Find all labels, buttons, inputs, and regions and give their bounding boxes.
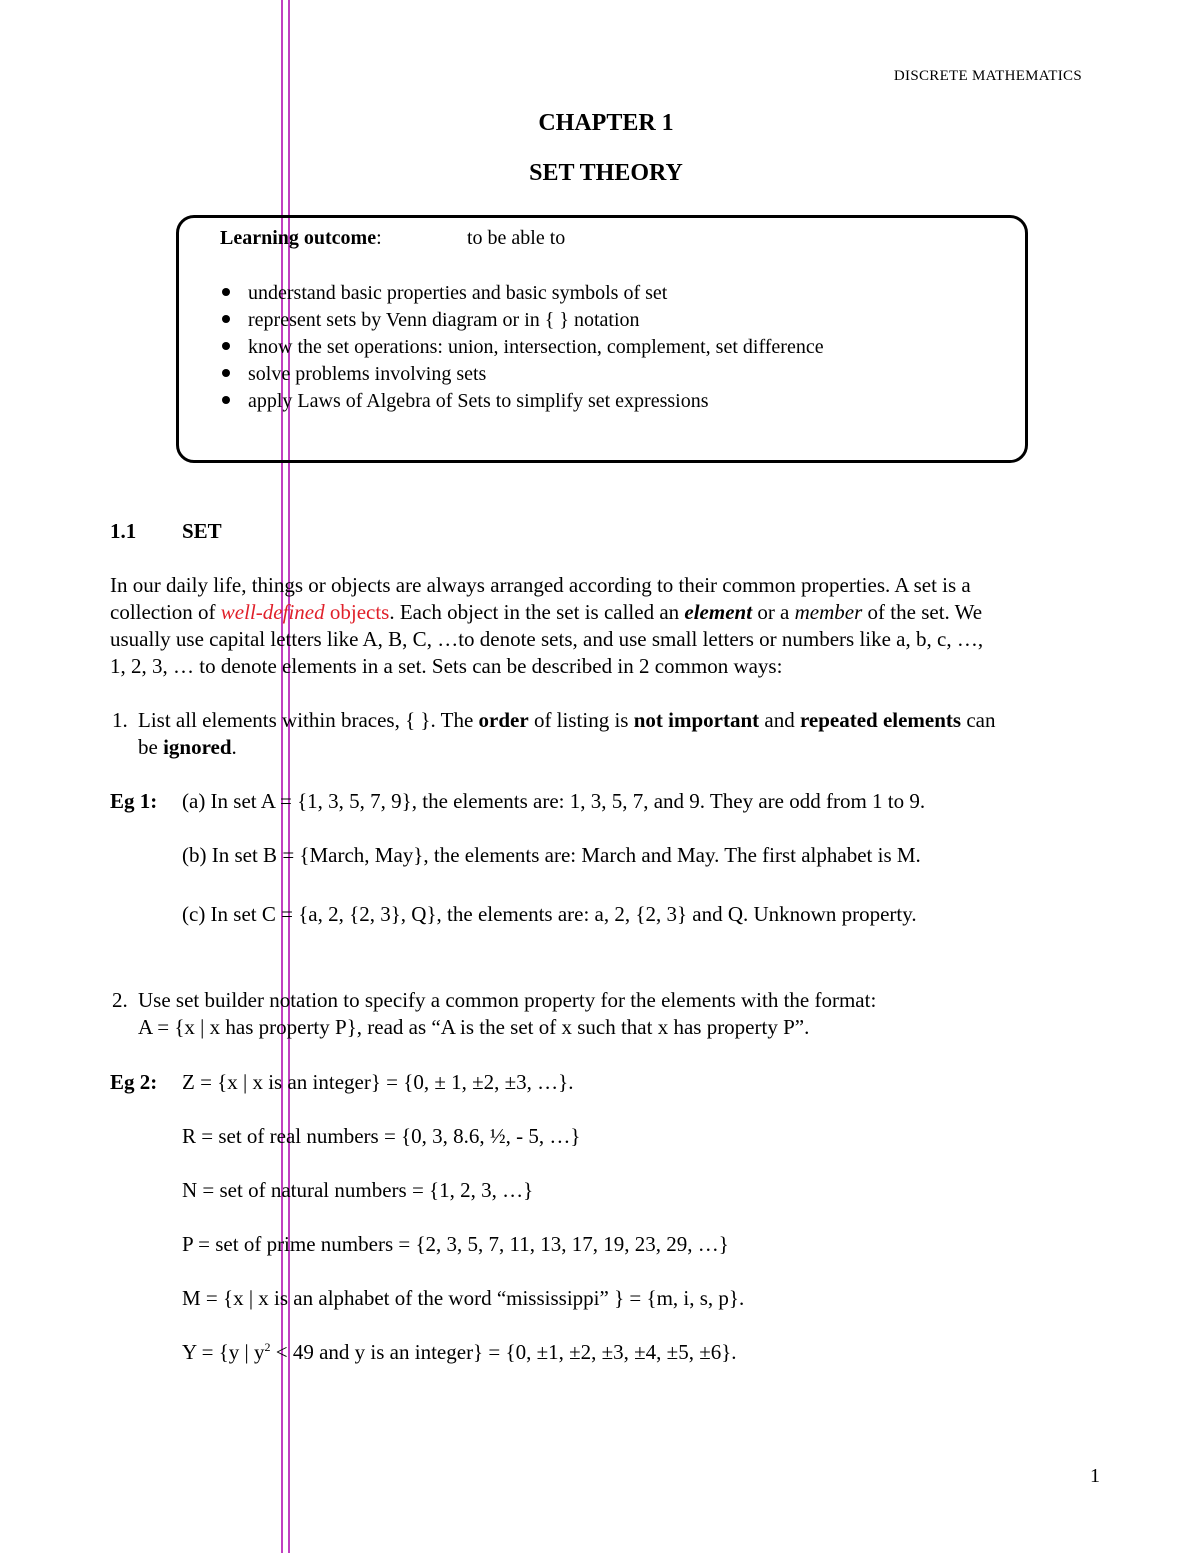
eg2-line: P = set of prime numbers = {2, 3, 5, 7, 11, 13, 17, 19, 23, 29, …}	[182, 1232, 729, 1256]
section-number: 1.1	[110, 519, 137, 543]
bullet-item: apply Laws of Algebra of Sets to simplify set expressions	[222, 388, 709, 415]
eg1-b: (b) In set B = {March, May}, the elements are: March and May. The first alphabet is M.	[182, 843, 921, 867]
learning-outcome-text: to be able to	[467, 227, 566, 249]
bullet-item: know the set operations: union, intersection, complement, set difference	[222, 334, 824, 361]
bullet-item: solve problems involving sets	[222, 361, 486, 388]
eg1-label: Eg 1:	[110, 789, 158, 813]
page-number: 1	[1090, 1465, 1100, 1487]
intro-line-4: 1, 2, 3, … to denote elements in a set. Sets can be described in 2 common ways:	[110, 654, 783, 678]
bullet-icon	[222, 315, 230, 323]
bullet-icon	[222, 369, 230, 377]
item-2-line-2: A = {x | x has property P}, read as “A is the set of x such that x has property P”.	[138, 1015, 810, 1039]
chapter-title: SET THEORY	[529, 160, 683, 186]
intro-line-1: In our daily life, things or objects are always arranged according to their common properties. A set is a	[110, 573, 971, 597]
intro-line-3: usually use capital letters like A, B, C, …to denote sets, and use small letters or numbers like a, b, c, …,	[110, 627, 984, 651]
intro-line-2: collection of well-defined objects. Each object in the set is called an element or a member of the set. We	[110, 600, 983, 624]
bullet-item: represent sets by Venn diagram or in { } notation	[222, 307, 640, 334]
item-2-number: 2.	[112, 988, 128, 1012]
learning-outcome-label: Learning outcome:	[220, 227, 382, 249]
eg2-line: N = set of natural numbers = {1, 2, 3, …}	[182, 1178, 534, 1202]
eg1-c: (c) In set C = {a, 2, {2, 3}, Q}, the elements are: a, 2, {2, 3} and Q. Unknown property.	[182, 902, 917, 926]
chapter-heading: CHAPTER 1	[538, 110, 674, 136]
eg2-line: R = set of real numbers = {0, 3, 8.6, ½, - 5, …}	[182, 1124, 581, 1148]
eg2-label: Eg 2:	[110, 1070, 158, 1094]
eg1-a: (a) In set A = {1, 3, 5, 7, 9}, the elements are: 1, 3, 5, 7, and 9. They are odd from 1 to 9.	[182, 789, 926, 813]
eg2-line-y: Y = {y | $y^2 < 49$ and y is an integer} = {0, ±1, ±2, ±3, ±4, ±5, ±6}.	[182, 1340, 737, 1364]
eg2-line: M = {x | x is an alphabet of the word “mississippi” } = {m, i, s, p}.	[182, 1286, 745, 1310]
section-title: SET	[182, 519, 222, 543]
item-1-line-2: be ignored.	[138, 735, 237, 759]
bullet-icon	[222, 396, 230, 404]
item-2-line-1: Use set builder notation to specify a common property for the elements with the format:	[138, 988, 877, 1012]
item-1-line-1: List all elements within braces, { }. The order of listing is not important and repeated elements can	[138, 708, 996, 732]
bullet-icon	[222, 342, 230, 350]
bullet-icon	[222, 288, 230, 296]
running-header: DISCRETE MATHEMATICS	[893, 68, 1082, 84]
bullet-item: understand basic properties and basic symbols of set	[222, 280, 667, 307]
eg2-line: Z = {x | x is an integer} = {0, ± 1, ±2, ±3, …}.	[182, 1070, 574, 1094]
item-1-number: 1.	[112, 708, 128, 732]
